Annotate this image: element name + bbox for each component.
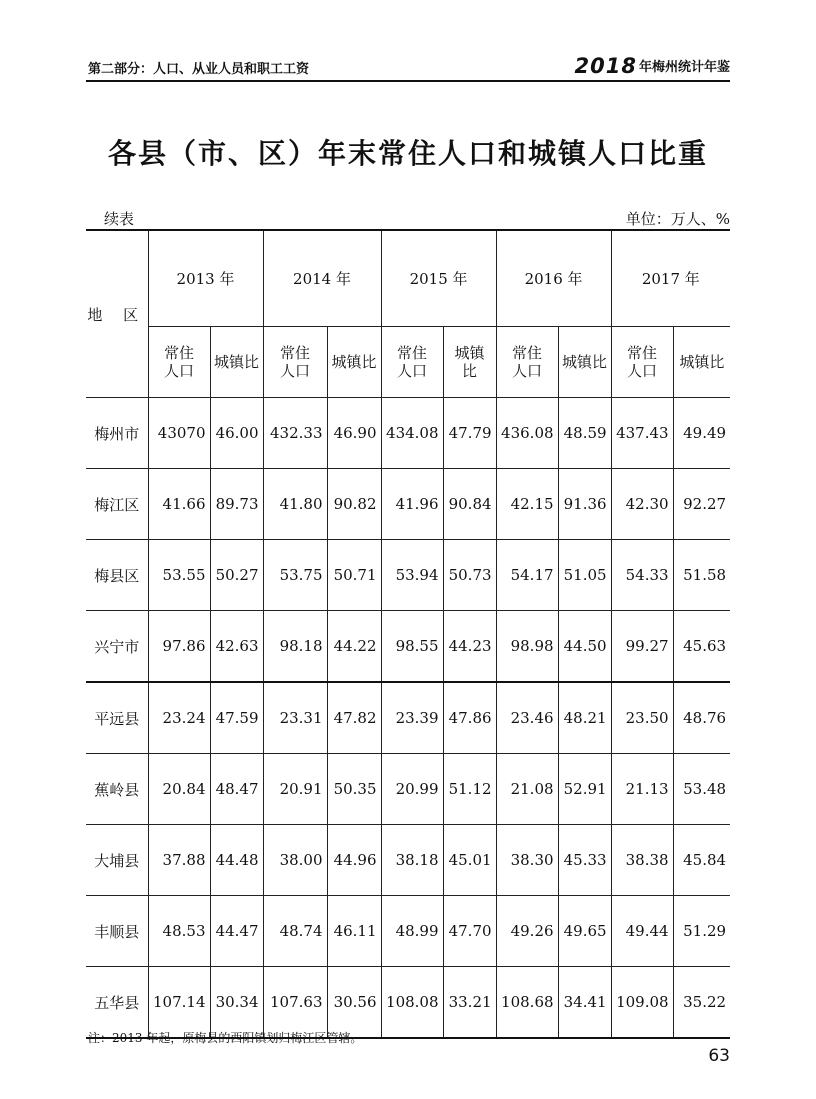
page-number: 63 bbox=[708, 1046, 730, 1066]
region-cell: 梅县区 bbox=[86, 540, 148, 611]
resident-population-header bbox=[263, 327, 327, 398]
year-header: 2015 年 bbox=[381, 230, 496, 327]
yearbook-title bbox=[575, 54, 730, 78]
population-cell: 21.08 bbox=[496, 754, 558, 825]
ratio-cell: 35.22 bbox=[673, 967, 730, 1039]
yearbook-name: 年梅州统计年鉴 bbox=[638, 60, 730, 75]
population-cell: 99.27 bbox=[611, 611, 673, 683]
population-cell: 23.24 bbox=[148, 682, 210, 754]
ratio-cell: 45.01 bbox=[443, 825, 496, 896]
ratio-cell: 50.71 bbox=[327, 540, 381, 611]
year-header: 2016 年 bbox=[496, 230, 611, 327]
ratio-cell: 52.91 bbox=[558, 754, 611, 825]
population-cell: 98.98 bbox=[496, 611, 558, 683]
ratio-cell: 51.05 bbox=[558, 540, 611, 611]
population-cell: 38.18 bbox=[381, 825, 443, 896]
header-line: 人口 bbox=[397, 362, 428, 380]
ratio-cell: 51.29 bbox=[673, 896, 730, 967]
header-line: 人口 bbox=[163, 362, 194, 380]
header-line: 比 bbox=[462, 362, 478, 380]
section-title: 第二部分：人口、从业人员和职工工资 bbox=[88, 62, 310, 77]
running-header bbox=[86, 54, 730, 82]
ratio-cell: 92.27 bbox=[673, 469, 730, 540]
population-cell: 53.94 bbox=[381, 540, 443, 611]
ratio-cell: 44.96 bbox=[327, 825, 381, 896]
population-cell: 437.43 bbox=[611, 398, 673, 469]
region-cell: 大埔县 bbox=[86, 825, 148, 896]
population-cell: 38.38 bbox=[611, 825, 673, 896]
population-cell: 432.33 bbox=[263, 398, 327, 469]
population-cell: 48.74 bbox=[263, 896, 327, 967]
yearbook-year: 2018 bbox=[574, 54, 637, 78]
ratio-cell: 46.11 bbox=[327, 896, 381, 967]
population-cell: 42.15 bbox=[496, 469, 558, 540]
continued-label: 续表 bbox=[104, 210, 135, 228]
urbanization-ratio-header bbox=[327, 327, 381, 398]
ratio-cell: 47.82 bbox=[327, 682, 381, 754]
population-cell: 38.00 bbox=[263, 825, 327, 896]
population-cell: 42.30 bbox=[611, 469, 673, 540]
ratio-cell: 30.56 bbox=[327, 967, 381, 1039]
population-cell: 54.33 bbox=[611, 540, 673, 611]
population-cell: 23.31 bbox=[263, 682, 327, 754]
ratio-cell: 45.84 bbox=[673, 825, 730, 896]
population-cell: 107.63 bbox=[263, 967, 327, 1039]
header-line: 常住 bbox=[397, 344, 428, 362]
population-cell: 38.30 bbox=[496, 825, 558, 896]
ratio-cell: 48.21 bbox=[558, 682, 611, 754]
table-row bbox=[86, 896, 730, 967]
ratio-cell: 45.63 bbox=[673, 611, 730, 683]
table-body bbox=[86, 398, 730, 1039]
population-cell: 108.08 bbox=[381, 967, 443, 1039]
year-header: 2014 年 bbox=[263, 230, 381, 327]
ratio-cell: 90.84 bbox=[443, 469, 496, 540]
resident-population-header bbox=[148, 327, 210, 398]
population-table bbox=[86, 229, 730, 1039]
population-cell: 23.39 bbox=[381, 682, 443, 754]
table-row bbox=[86, 825, 730, 896]
header-line: 人口 bbox=[280, 362, 311, 380]
ratio-cell: 34.41 bbox=[558, 967, 611, 1039]
population-cell: 97.86 bbox=[148, 611, 210, 683]
header-line: 常住 bbox=[512, 344, 543, 362]
ratio-cell: 44.23 bbox=[443, 611, 496, 683]
urbanization-ratio-header bbox=[558, 327, 611, 398]
table-row bbox=[86, 398, 730, 469]
ratio-cell: 44.50 bbox=[558, 611, 611, 683]
population-cell: 53.75 bbox=[263, 540, 327, 611]
region-cell: 五华县 bbox=[86, 967, 148, 1039]
ratio-cell: 48.47 bbox=[210, 754, 263, 825]
ratio-cell: 50.27 bbox=[210, 540, 263, 611]
population-cell: 23.46 bbox=[496, 682, 558, 754]
resident-population-header bbox=[611, 327, 673, 398]
year-header-row bbox=[86, 230, 730, 327]
region-cell: 梅江区 bbox=[86, 469, 148, 540]
ratio-cell: 49.49 bbox=[673, 398, 730, 469]
ratio-cell: 46.90 bbox=[327, 398, 381, 469]
header-line: 常住 bbox=[163, 344, 194, 362]
ratio-cell: 47.59 bbox=[210, 682, 263, 754]
region-cell: 平远县 bbox=[86, 682, 148, 754]
population-cell: 49.44 bbox=[611, 896, 673, 967]
resident-population-header bbox=[496, 327, 558, 398]
population-cell: 41.96 bbox=[381, 469, 443, 540]
population-cell: 436.08 bbox=[496, 398, 558, 469]
header-line: 城镇比 bbox=[331, 353, 377, 371]
header-line: 城镇比 bbox=[214, 353, 260, 371]
table-row bbox=[86, 469, 730, 540]
ratio-cell: 50.73 bbox=[443, 540, 496, 611]
unit-label: 单位：万人、% bbox=[625, 210, 730, 228]
header-line: 常住 bbox=[627, 344, 658, 362]
population-cell: 48.99 bbox=[381, 896, 443, 967]
population-cell: 21.13 bbox=[611, 754, 673, 825]
population-cell: 48.53 bbox=[148, 896, 210, 967]
ratio-cell: 49.65 bbox=[558, 896, 611, 967]
ratio-cell: 47.86 bbox=[443, 682, 496, 754]
region-header: 地 区 bbox=[86, 230, 148, 398]
region-cell: 兴宁市 bbox=[86, 611, 148, 683]
population-cell: 20.84 bbox=[148, 754, 210, 825]
population-cell: 98.55 bbox=[381, 611, 443, 683]
table-row bbox=[86, 682, 730, 754]
ratio-cell: 50.35 bbox=[327, 754, 381, 825]
ratio-cell: 42.63 bbox=[210, 611, 263, 683]
ratio-cell: 47.79 bbox=[443, 398, 496, 469]
ratio-cell: 30.34 bbox=[210, 967, 263, 1039]
page-title: 各县（市、区）年末常住人口和城镇人口比重 bbox=[107, 137, 708, 170]
population-cell: 20.91 bbox=[263, 754, 327, 825]
region-cell: 梅州市 bbox=[86, 398, 148, 469]
population-cell: 54.17 bbox=[496, 540, 558, 611]
sub-header-row bbox=[86, 327, 730, 398]
population-cell: 41.66 bbox=[148, 469, 210, 540]
table-row bbox=[86, 754, 730, 825]
population-cell: 98.18 bbox=[263, 611, 327, 683]
population-cell: 107.14 bbox=[148, 967, 210, 1039]
ratio-cell: 90.82 bbox=[327, 469, 381, 540]
ratio-cell: 89.73 bbox=[210, 469, 263, 540]
population-cell: 108.68 bbox=[496, 967, 558, 1039]
year-header: 2013 年 bbox=[148, 230, 263, 327]
ratio-cell: 46.00 bbox=[210, 398, 263, 469]
ratio-cell: 48.76 bbox=[673, 682, 730, 754]
population-cell: 53.55 bbox=[148, 540, 210, 611]
ratio-cell: 53.48 bbox=[673, 754, 730, 825]
footnote: 注：2013 年起，原梅县的西阳镇划归梅江区管辖。 bbox=[88, 1031, 363, 1045]
population-cell: 109.08 bbox=[611, 967, 673, 1039]
ratio-cell: 45.33 bbox=[558, 825, 611, 896]
ratio-cell: 44.48 bbox=[210, 825, 263, 896]
ratio-cell: 47.70 bbox=[443, 896, 496, 967]
region-cell: 蕉岭县 bbox=[86, 754, 148, 825]
ratio-cell: 48.59 bbox=[558, 398, 611, 469]
region-cell: 丰顺县 bbox=[86, 896, 148, 967]
resident-population-header bbox=[381, 327, 443, 398]
population-cell: 23.50 bbox=[611, 682, 673, 754]
population-cell: 20.99 bbox=[381, 754, 443, 825]
population-cell: 49.26 bbox=[496, 896, 558, 967]
header-line: 人口 bbox=[512, 362, 543, 380]
ratio-cell: 44.22 bbox=[327, 611, 381, 683]
ratio-cell: 44.47 bbox=[210, 896, 263, 967]
year-header: 2017 年 bbox=[611, 230, 730, 327]
header-line: 人口 bbox=[627, 362, 658, 380]
urbanization-ratio-header bbox=[673, 327, 730, 398]
table-row bbox=[86, 611, 730, 683]
table-row bbox=[86, 540, 730, 611]
ratio-cell: 91.36 bbox=[558, 469, 611, 540]
population-cell: 37.88 bbox=[148, 825, 210, 896]
header-line: 城镇比 bbox=[679, 353, 725, 371]
header-line: 城镇比 bbox=[562, 353, 608, 371]
population-cell: 43070 bbox=[148, 398, 210, 469]
population-cell: 434.08 bbox=[381, 398, 443, 469]
table-row bbox=[86, 967, 730, 1039]
ratio-cell: 51.12 bbox=[443, 754, 496, 825]
ratio-cell: 51.58 bbox=[673, 540, 730, 611]
header-line: 常住 bbox=[280, 344, 311, 362]
population-cell: 41.80 bbox=[263, 469, 327, 540]
header-line: 城镇 bbox=[454, 344, 485, 362]
urbanization-ratio-header bbox=[443, 327, 496, 398]
ratio-cell: 33.21 bbox=[443, 967, 496, 1039]
urbanization-ratio-header bbox=[210, 327, 263, 398]
